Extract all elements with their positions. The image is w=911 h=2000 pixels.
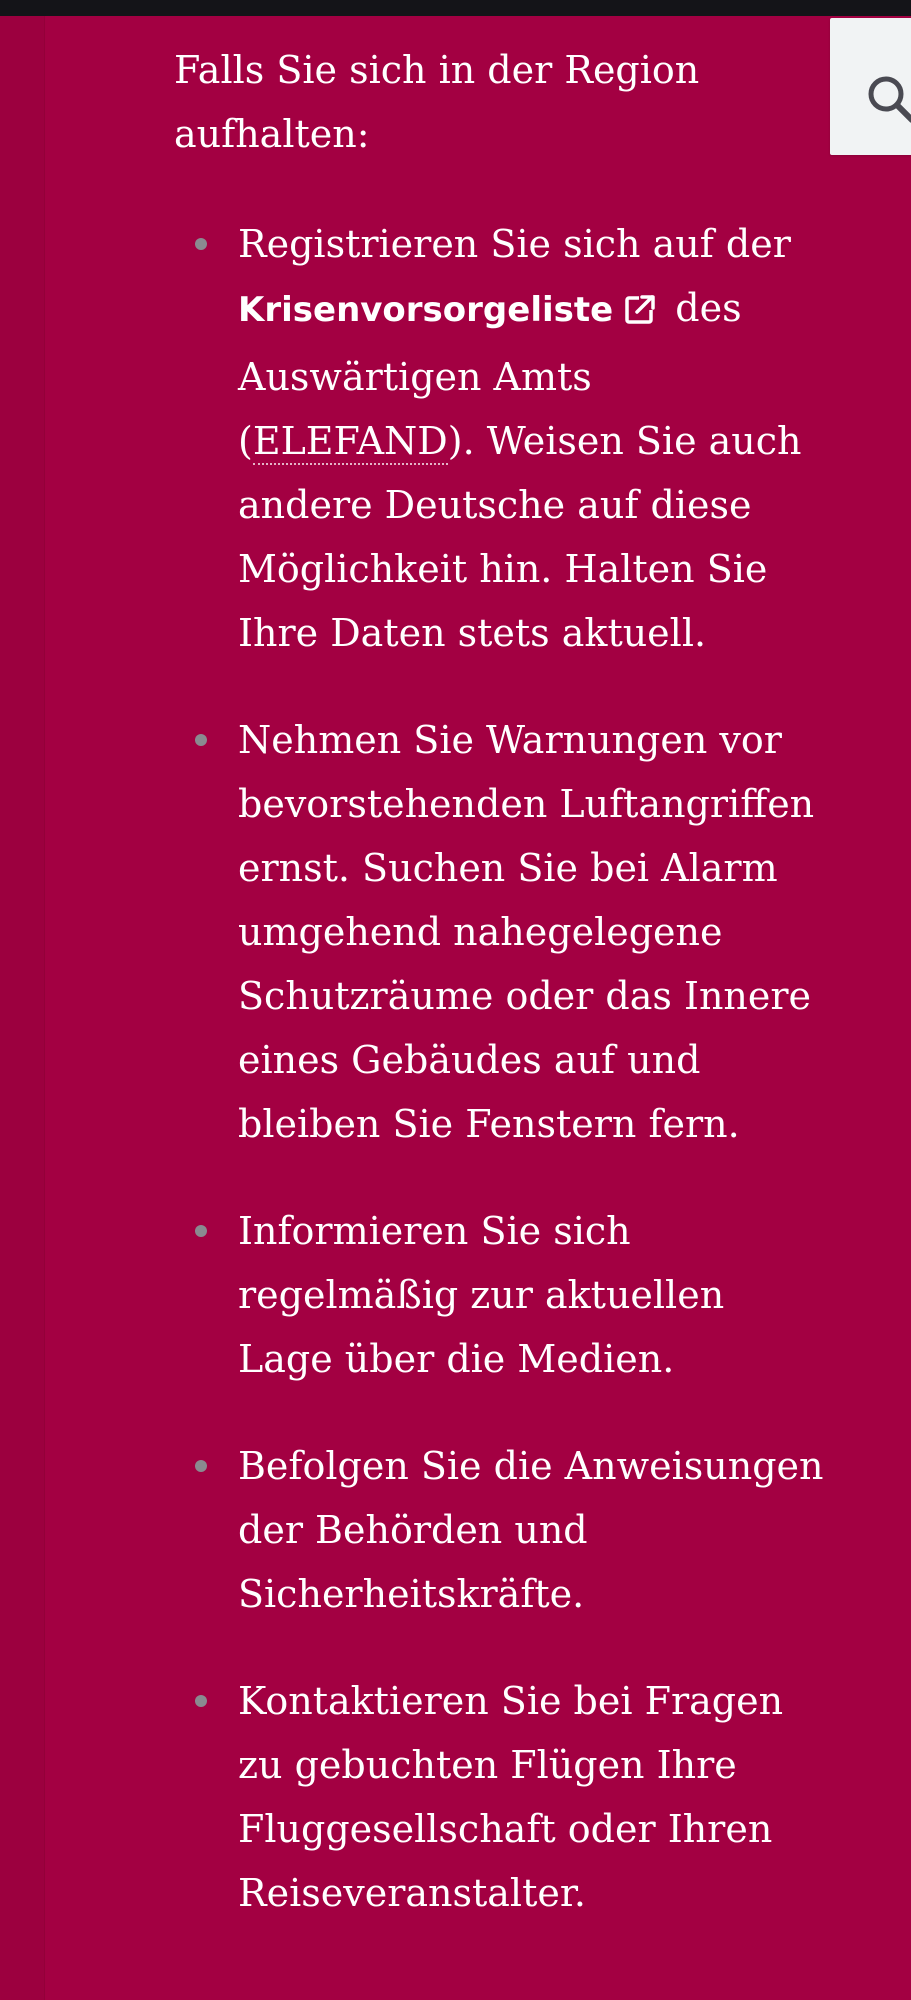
search-icon	[866, 74, 911, 126]
item-text: Informieren Sie sich regelmäßig zur aktuellen Lage über die Medien.	[238, 1209, 725, 1381]
item-text: Befolgen Sie die Anweisungen der Behörden und Sicherheitskräfte.	[238, 1444, 824, 1616]
bullet-icon	[195, 1460, 207, 1472]
status-bar	[0, 0, 911, 16]
list-item	[174, 708, 824, 1156]
bullet-icon	[195, 1225, 207, 1237]
item-text-before-link: Registrieren Sie sich auf der	[238, 222, 791, 266]
bullet-icon	[195, 1695, 207, 1707]
item-text-after-link: des Auswärtigen Amts (	[238, 286, 742, 463]
link-label: Krisenvorsorgeliste	[238, 290, 614, 330]
external-link-icon	[625, 281, 657, 345]
left-gutter	[0, 16, 45, 2000]
elefand-abbreviation[interactable]: ELEFAND	[252, 419, 448, 463]
list-item	[174, 1434, 824, 1626]
search-button[interactable]	[830, 18, 911, 155]
list-item	[174, 1669, 824, 1925]
krisenvorsorgeliste-link[interactable]	[238, 290, 663, 330]
list-item	[174, 1199, 824, 1391]
item-text-end: ). Weisen Sie auch andere Deutsche auf diese Möglichkeit hin. Halten Sie Ihre Daten stets aktuell.	[238, 419, 802, 655]
advice-list	[174, 212, 824, 1925]
list-item	[174, 212, 824, 665]
intro-text: Falls Sie sich in der Region aufhalten:	[174, 48, 700, 156]
item-text: Nehmen Sie Warnungen vor bevorstehenden Luftangriffen ernst. Suchen Sie bei Alarm umgehend nahegelegene Schutzräume oder das Innere eines Gebäudes auf und bleiben Sie Fenstern fern.	[238, 718, 815, 1146]
advice-section	[174, 38, 824, 1968]
bullet-icon	[195, 734, 207, 746]
item-text: Kontaktieren Sie bei Fragen zu gebuchten Flügen Ihre Fluggesellschaft oder Ihren Reiseveranstalter.	[238, 1679, 784, 1915]
bullet-icon	[195, 238, 207, 250]
